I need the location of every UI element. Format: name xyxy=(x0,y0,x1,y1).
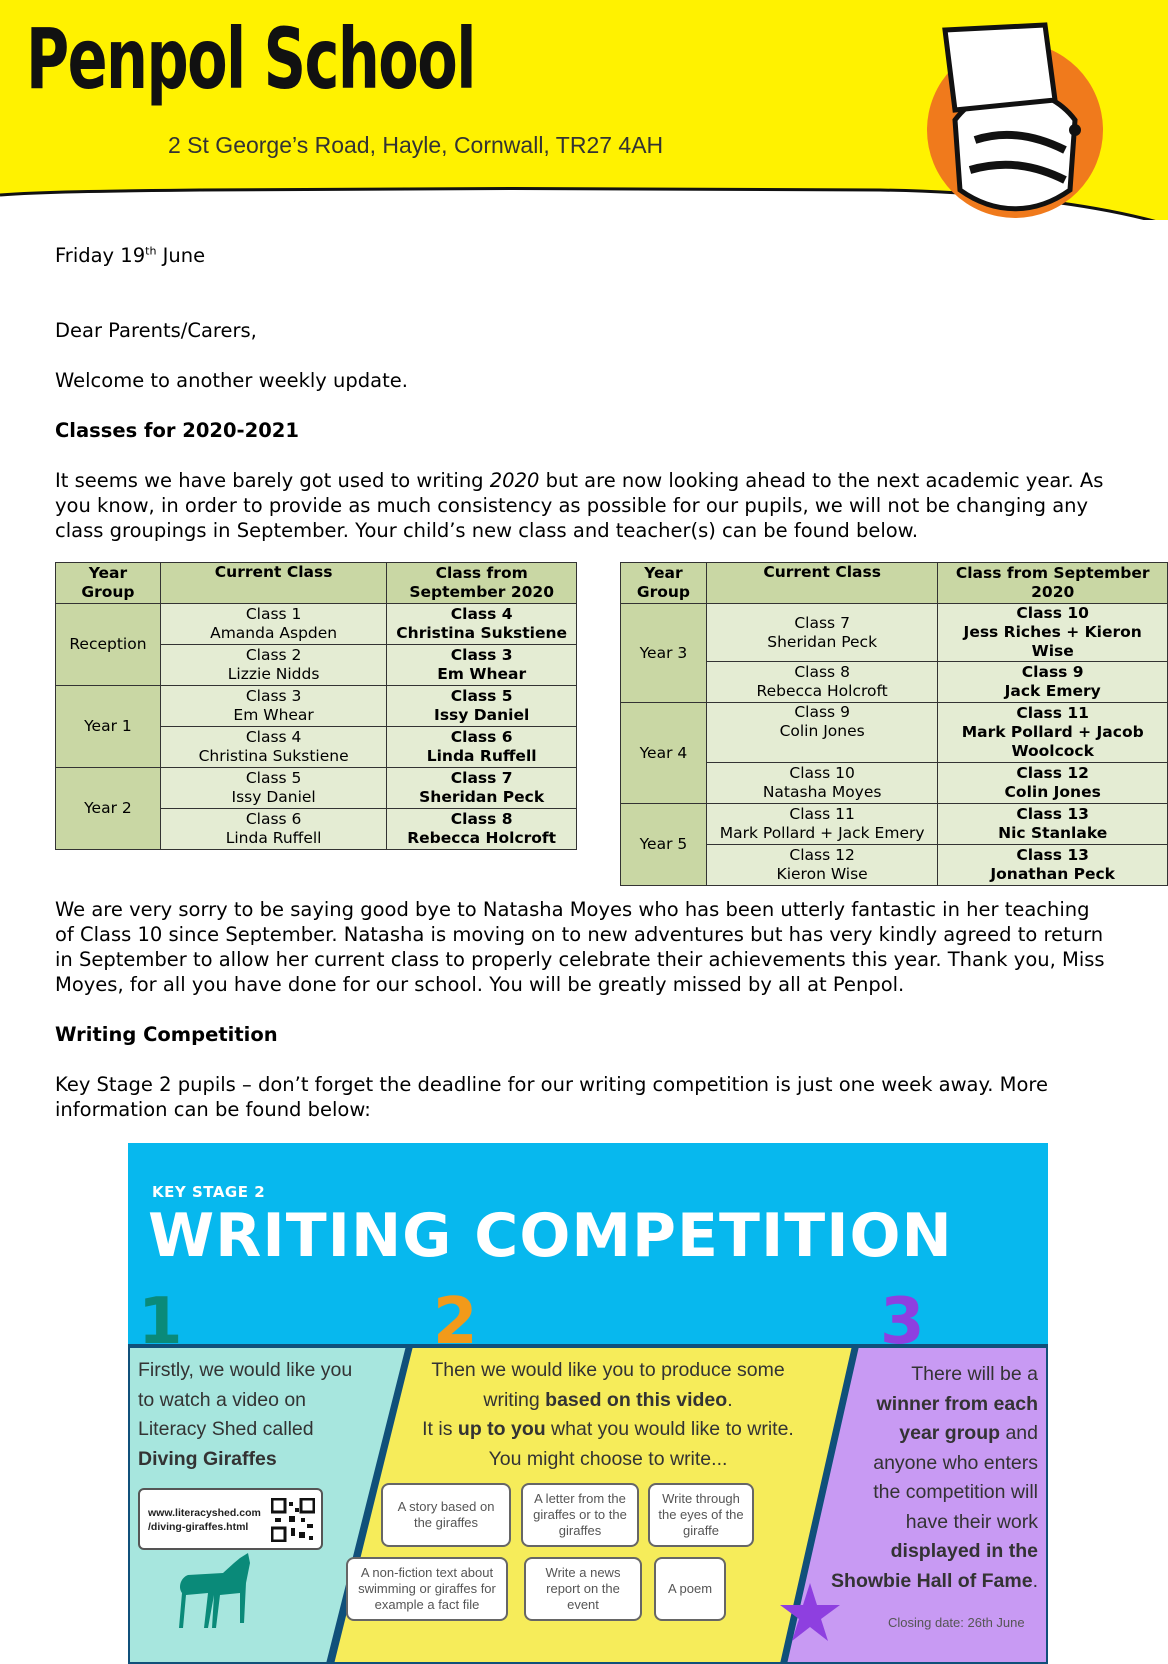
teacher-name: Jonathan Peck xyxy=(990,865,1115,883)
class-label: Class 2 xyxy=(245,646,302,664)
new-class-cell xyxy=(387,727,577,768)
panel-line-part: It is xyxy=(422,1418,458,1440)
teacher-name: Natasha Moyes xyxy=(762,783,882,801)
current-class-cell xyxy=(160,727,386,768)
current-class-cell xyxy=(706,845,937,886)
panel-line-part: . xyxy=(1032,1569,1038,1592)
teacher-name: Sheridan Peck xyxy=(419,788,545,806)
classes-paragraph xyxy=(55,468,1103,543)
classes-para-line: you know, in order to provide as much consistency as possible for our pupils, we will not be changing any xyxy=(55,494,1089,517)
qr-code-icon xyxy=(271,1498,315,1542)
class-label: Class 8 xyxy=(794,663,850,681)
panel-line-bold: up to you xyxy=(457,1418,546,1440)
panel-line-part: what you would like to write. xyxy=(545,1418,794,1440)
class-label: Class 7 xyxy=(794,613,850,632)
date-suffix: th xyxy=(145,244,157,258)
teacher-name: Jess Riches + Kieron Wise xyxy=(963,623,1142,660)
date-day: Friday 19 xyxy=(55,244,146,267)
classes-para-part: It seems we have barely got used to writing xyxy=(55,469,490,492)
new-class-cell xyxy=(938,804,1168,845)
step-number-1: 1 xyxy=(138,1285,183,1359)
teacher-name: Em Whear xyxy=(437,665,527,683)
classes-para-emphasis: 2020 xyxy=(489,469,540,492)
option-non-fiction: A non-fiction text about swimming or giraffes for example a fact file xyxy=(346,1557,508,1621)
current-class-cell xyxy=(706,703,937,763)
class-label: Class 10 xyxy=(789,764,855,782)
header-class-from-september xyxy=(938,563,1168,604)
class-label: Class 3 xyxy=(450,646,513,664)
new-class-cell xyxy=(938,604,1168,662)
header-current-class xyxy=(160,563,386,604)
step-number-2: 2 xyxy=(433,1285,478,1359)
current-class-cell xyxy=(160,686,386,727)
video-url[interactable] xyxy=(148,1506,261,1534)
video-title: Diving Giraffes xyxy=(138,1447,277,1470)
teacher-name: Jack Emery xyxy=(1004,682,1101,700)
poster-key-stage: KEY STAGE 2 xyxy=(152,1183,266,1201)
class-label: Class 6 xyxy=(245,810,302,828)
teacher-name: Sheridan Peck xyxy=(767,632,878,651)
teacher-name: Nic Stanlake xyxy=(998,824,1108,842)
current-class-cell xyxy=(160,604,386,645)
panel-line-part: writing xyxy=(483,1388,546,1411)
class-label: Class 8 xyxy=(450,810,513,828)
new-class-cell xyxy=(938,703,1168,763)
class-label: Class 4 xyxy=(450,605,513,623)
header-line: Year xyxy=(644,564,683,582)
teacher-name: Linda Ruffell xyxy=(225,829,322,847)
current-class-cell xyxy=(706,604,937,662)
teacher-name: Em Whear xyxy=(233,706,314,724)
header-class-from-september xyxy=(387,563,577,604)
year-group-cell: Year 2 xyxy=(56,768,161,850)
class-label: Class 6 xyxy=(450,728,513,746)
url-line: www.literacyshed.com xyxy=(148,1507,261,1519)
teacher-name: Mark Pollard + Jacob Woolcock xyxy=(961,723,1144,760)
header-line: Group xyxy=(636,583,691,601)
teacher-name: Colin Jones xyxy=(1004,783,1101,801)
school-address: 2 St George’s Road, Hayle, Cornwall, TR27 4AH xyxy=(168,132,664,158)
new-class-cell xyxy=(387,686,577,727)
new-class-cell xyxy=(938,662,1168,703)
teacher-name: Rebecca Holcroft xyxy=(756,682,888,700)
current-class-cell xyxy=(706,662,937,703)
classes-para-part: but are now looking ahead to the next academic year. As xyxy=(539,469,1104,492)
classes-para-line xyxy=(55,468,1103,493)
year-group-cell: Reception xyxy=(56,604,161,686)
panel-line: There will be a xyxy=(911,1363,1038,1385)
paragraph-line: Key Stage 2 pupils – don’t forget the deadline for our writing competition is just one week away. More xyxy=(55,1073,1049,1096)
writing-paragraph xyxy=(55,1072,1048,1122)
panel-line: the competition will xyxy=(873,1481,1038,1503)
date-month: June xyxy=(162,244,206,267)
current-class-cell xyxy=(706,763,937,804)
class-table-reception-to-year2 xyxy=(55,562,577,850)
writing-competition-poster xyxy=(128,1143,1048,1664)
class-label: Class 12 xyxy=(789,846,855,864)
panel-line: Literacy Shed called xyxy=(138,1418,314,1440)
class-label: Class 13 xyxy=(1016,805,1089,823)
class-label: Class 12 xyxy=(1016,764,1089,782)
class-label: Class 5 xyxy=(450,687,513,705)
teacher-name: Issy Daniel xyxy=(231,788,316,806)
new-class-cell xyxy=(938,845,1168,886)
teacher-name: Colin Jones xyxy=(779,722,865,740)
url-line: /diving-giraffes.html xyxy=(148,1521,249,1533)
teacher-name: Amanda Aspden xyxy=(210,624,338,642)
panel-line-bold: based on this video xyxy=(545,1388,728,1411)
class-label: Class 4 xyxy=(245,728,302,746)
letter-date xyxy=(55,243,205,268)
panel-line-bold: winner from each xyxy=(876,1392,1038,1415)
classes-heading xyxy=(55,418,299,443)
teacher-name: Kieron Wise xyxy=(776,865,868,883)
step-number-3: 3 xyxy=(880,1285,925,1359)
paragraph-line: Moyes, for all you have done for our school. You will be greatly missed by all at Penpol. xyxy=(55,973,905,996)
panel-line-part: . xyxy=(727,1388,733,1411)
panel-line-part: and xyxy=(1000,1422,1038,1444)
teacher-name: Linda Ruffell xyxy=(426,747,537,765)
current-class-cell xyxy=(160,645,386,686)
header-line: Class from September xyxy=(955,564,1150,582)
writing-heading-text: Writing Competition xyxy=(55,1023,278,1046)
teacher-name: Mark Pollard + Jack Emery xyxy=(719,824,925,842)
goodbye-paragraph xyxy=(55,897,1105,997)
paragraph-line: of Class 10 since September. Natasha is moving on to new adventures but has very kindly agreed to return xyxy=(55,923,1104,946)
letterhead xyxy=(0,0,1168,220)
class-label: Class 5 xyxy=(245,769,302,787)
class-label: Class 9 xyxy=(1021,663,1084,681)
poster-title: WRITING COMPETITION xyxy=(148,1201,953,1271)
header-line: Current Class xyxy=(763,563,881,581)
year-group-cell: Year 3 xyxy=(621,604,707,703)
year-group-cell: Year 4 xyxy=(621,703,707,804)
panel-line: have their work xyxy=(905,1510,1038,1533)
intro-text: Welcome to another weekly update. xyxy=(55,369,408,392)
option-letter: A letter from the giraffes or to the giraffes xyxy=(521,1483,639,1547)
panel-line-bold: year group xyxy=(899,1422,1001,1444)
teacher-name: Christina Sukstiene xyxy=(396,624,568,642)
paragraph-line: in September to allow her current class to properly celebrate their achievements this year. Thank you, Miss xyxy=(55,948,1105,971)
panel-3-text xyxy=(831,1360,1038,1596)
classes-para-line: class groupings in September. Your child’s new class and teacher(s) can be found below. xyxy=(55,519,919,542)
header-year-group xyxy=(56,563,161,604)
new-class-cell xyxy=(387,768,577,809)
new-class-cell xyxy=(387,645,577,686)
panel-line: Then we would like you to produce some xyxy=(431,1359,785,1381)
class-label: Class 3 xyxy=(245,687,302,705)
panel-1-text xyxy=(138,1356,352,1474)
year-group-cell: Year 1 xyxy=(56,686,161,768)
class-label: Class 7 xyxy=(450,769,513,787)
header-year-group xyxy=(621,563,707,604)
panel-line: You might choose to write... xyxy=(488,1447,728,1470)
closing-date: Closing date: 26th June xyxy=(888,1615,1025,1630)
school-name: Penpol School xyxy=(26,10,475,108)
panel-2-text xyxy=(398,1356,818,1474)
option-news-report: Write a news report on the event xyxy=(524,1557,642,1621)
header-line: September 2020 xyxy=(409,583,554,601)
writing-heading xyxy=(55,1022,278,1047)
current-class-cell xyxy=(160,809,386,850)
greeting: Dear Parents/Carers, xyxy=(55,319,257,342)
year-group-cell: Year 5 xyxy=(621,804,707,886)
header-line: Class from xyxy=(435,564,528,582)
class-label: Class 10 xyxy=(1016,604,1089,622)
class-table-year3-to-year5 xyxy=(620,562,1168,886)
classes-heading-text: Classes for 2020-2021 xyxy=(55,419,299,442)
teacher-name: Christina Sukstiene xyxy=(198,747,349,765)
class-label: Class 9 xyxy=(794,703,850,721)
panel-line: to watch a video on xyxy=(138,1388,307,1411)
panel-line: Firstly, we would like you xyxy=(138,1359,353,1381)
teacher-name: Issy Daniel xyxy=(434,706,530,724)
header-current-class xyxy=(706,563,937,604)
panel-line-bold: displayed in the xyxy=(890,1540,1038,1562)
panel-line-bold: Showbie Hall of Fame xyxy=(831,1569,1033,1592)
header-line: Group xyxy=(81,583,135,601)
header-line: 2020 xyxy=(1031,583,1075,601)
paragraph-line: We are very sorry to be saying good bye to Natasha Moyes who has been utterly fantastic in her teaching xyxy=(55,898,1090,921)
paragraph-line: information can be found below: xyxy=(55,1098,371,1121)
video-link-box[interactable] xyxy=(138,1488,323,1550)
new-class-cell xyxy=(387,809,577,850)
class-label: Class 1 xyxy=(245,605,302,623)
class-label: Class 13 xyxy=(1016,846,1089,864)
new-class-cell xyxy=(938,763,1168,804)
option-poem: A poem xyxy=(654,1557,726,1621)
class-label: Class 11 xyxy=(789,805,855,823)
new-class-cell xyxy=(387,604,577,645)
header-line: Current Class xyxy=(214,563,333,581)
header-line: Year xyxy=(88,564,128,582)
panel-line: anyone who enters xyxy=(873,1451,1038,1474)
class-label: Class 11 xyxy=(1016,704,1089,722)
option-eyes-of-giraffe: Write through the eyes of the giraffe xyxy=(648,1483,754,1547)
teacher-name: Lizzie Nidds xyxy=(227,665,320,683)
current-class-cell xyxy=(160,768,386,809)
teacher-name: Rebecca Holcroft xyxy=(407,829,557,847)
option-story: A story based on the giraffes xyxy=(381,1483,511,1547)
current-class-cell xyxy=(706,804,937,845)
